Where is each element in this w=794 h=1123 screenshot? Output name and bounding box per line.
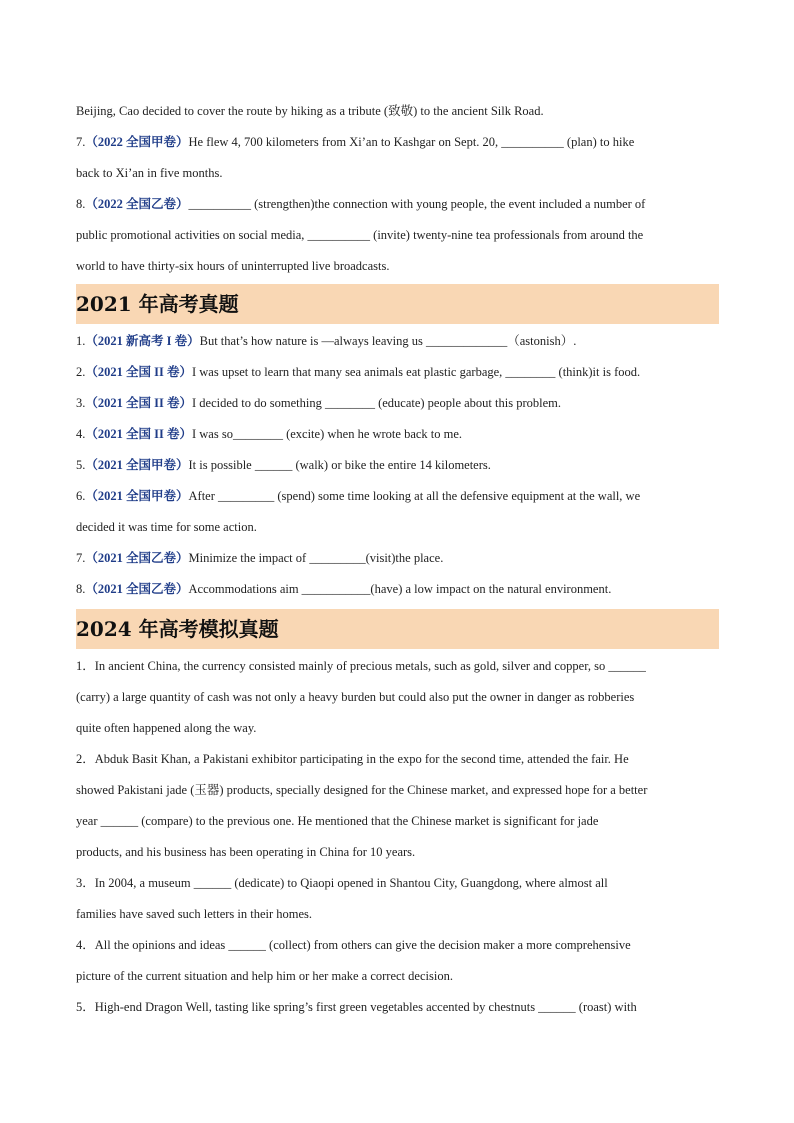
question-number: 8. bbox=[76, 582, 86, 596]
text-line: 4．All the opinions and ideas ______ (collect) from others can give the decision maker a more comprehensive bbox=[76, 938, 631, 952]
text-line: public promotional activities on social media, __________ (invite) twenty-nine tea professionals from around the bbox=[76, 228, 644, 242]
question-number: 5. bbox=[76, 458, 86, 472]
question-line bbox=[76, 450, 719, 481]
text-line: 5．High-end Dragon Well, tasting like spring’s first green vegetables accented by chestnuts ______ (roast) with bbox=[76, 1000, 637, 1014]
text-line: 2．Abduk Basit Khan, a Pakistani exhibitor participating in the expo for the second time, attended the fair. He bbox=[76, 752, 629, 766]
text-line: products, and his business has been operating in China for 10 years. bbox=[76, 845, 416, 859]
text-line: 1．In ancient China, the currency consisted mainly of precious metals, such as gold, silver and copper, so ______ bbox=[76, 659, 646, 673]
question-number: 2. bbox=[76, 365, 86, 379]
question-list-2024 bbox=[76, 651, 719, 1023]
question-source-tag: （2021 全国 II 卷） bbox=[85, 396, 192, 410]
question-source-tag: （2022 全国乙卷） bbox=[85, 197, 189, 211]
text-line: (carry) a large quantity of cash was not only a heavy burden but could also put the owner in danger as robberies bbox=[76, 690, 635, 704]
question-number: 7. bbox=[76, 135, 86, 149]
question-number: 7. bbox=[76, 551, 86, 565]
question-source-tag: （2021 全国乙卷） bbox=[85, 582, 189, 596]
question-text: But that’s how nature is —always leaving us _____________（astonish）. bbox=[199, 334, 577, 348]
question-source-tag: （2021 全国 II 卷） bbox=[85, 427, 192, 441]
question-number: 3. bbox=[76, 396, 86, 410]
section-heading-2021: 2021 年高考真题 bbox=[76, 284, 719, 324]
question-text: Minimize the impact of _________(visit)the place. bbox=[188, 551, 444, 565]
question-text: He flew 4, 700 kilometers from Xi’an to Kashgar on Sept. 20, __________ (plan) to hike bbox=[188, 135, 635, 149]
question-line bbox=[76, 357, 719, 388]
text-line: families have saved such letters in their homes. bbox=[76, 907, 313, 921]
question-line bbox=[76, 512, 719, 543]
question-line bbox=[76, 419, 719, 450]
question-line bbox=[76, 189, 719, 220]
question-line bbox=[76, 543, 719, 574]
question-text: I decided to do something ________ (educate) people about this problem. bbox=[191, 396, 561, 410]
question-list-2021 bbox=[76, 326, 719, 605]
document-content bbox=[76, 96, 719, 1023]
question-text: It is possible ______ (walk) or bike the entire 14 kilometers. bbox=[188, 458, 491, 472]
text-line: Beijing, Cao decided to cover the route by hiking as a tribute (致敬) to the ancient Silk Road. bbox=[76, 104, 544, 118]
question-line bbox=[76, 574, 719, 605]
text-line: quite often happened along the way. bbox=[76, 721, 257, 735]
text-line: year ______ (compare) to the previous one. He mentioned that the Chinese market is significant for jade bbox=[76, 814, 599, 828]
question-source-tag: （2022 全国甲卷） bbox=[85, 135, 189, 149]
question-text: decided it was time for some action. bbox=[76, 520, 257, 534]
text-line: picture of the current situation and help him or her make a correct decision. bbox=[76, 969, 453, 983]
question-number: 1. bbox=[76, 334, 86, 348]
question-text: I was so________ (excite) when he wrote back to me. bbox=[191, 427, 463, 441]
question-number: 6. bbox=[76, 489, 86, 503]
section-heading-2024: 2024 年高考模拟真题 bbox=[76, 609, 719, 649]
question-text: After _________ (spend) some time looking at all the defensive equipment at the wall, we bbox=[188, 489, 641, 503]
question-line bbox=[76, 326, 719, 357]
question-text: __________ (strengthen)the connection with young people, the event included a number of bbox=[188, 197, 646, 211]
text-line: back to Xi’an in five months. bbox=[76, 166, 223, 180]
question-source-tag: （2021 全国甲卷） bbox=[85, 489, 189, 503]
question-text: Accommodations aim ___________(have) a low impact on the natural environment. bbox=[188, 582, 612, 596]
question-number: 8. bbox=[76, 197, 86, 211]
question-source-tag: （2021 全国甲卷） bbox=[85, 458, 189, 472]
question-line bbox=[76, 388, 719, 419]
question-source-tag: （2021 全国 II 卷） bbox=[85, 365, 192, 379]
question-line bbox=[76, 127, 719, 158]
question-number: 4. bbox=[76, 427, 86, 441]
text-line: showed Pakistani jade (玉器) products, specially designed for the Chinese market, and expressed hope for a better bbox=[76, 783, 648, 797]
question-source-tag: （2021 全国乙卷） bbox=[85, 551, 189, 565]
question-line bbox=[76, 481, 719, 512]
question-source-tag: （2021 新高考 I 卷） bbox=[85, 334, 200, 348]
text-line: world to have thirty-six hours of uninterrupted live broadcasts. bbox=[76, 259, 390, 273]
text-line: 3．In 2004, a museum ______ (dedicate) to Qiaopi opened in Shantou City, Guangdong, where almost all bbox=[76, 876, 608, 890]
question-text: I was upset to learn that many sea animals eat plastic garbage, ________ (think)it is food. bbox=[191, 365, 641, 379]
